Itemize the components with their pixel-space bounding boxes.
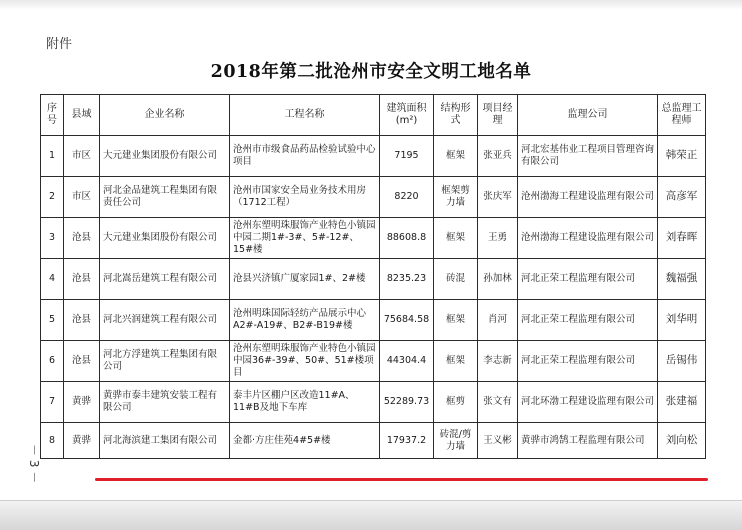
cell-chief-supervisor: 魏福强 bbox=[658, 259, 706, 300]
cell-supervisor-company: 河北正荣工程监理有限公司 bbox=[518, 259, 658, 300]
table-row bbox=[41, 218, 706, 259]
table-row bbox=[41, 136, 706, 177]
cell-seq: 7 bbox=[41, 382, 64, 423]
table-row bbox=[41, 382, 706, 423]
cell-manager: 肖河 bbox=[478, 300, 518, 341]
cell-county: 黄骅 bbox=[64, 382, 100, 423]
cell-manager: 李志新 bbox=[478, 341, 518, 382]
cell-chief-supervisor: 刘向松 bbox=[658, 423, 706, 459]
scan-edge-top bbox=[0, 0, 742, 10]
construction-site-table bbox=[40, 94, 706, 459]
cell-company: 河北兴润建筑工程有限公司 bbox=[100, 300, 230, 341]
page-number: － 3 － bbox=[27, 444, 41, 484]
cell-chief-supervisor: 刘华明 bbox=[658, 300, 706, 341]
cell-area: 8220 bbox=[380, 177, 434, 218]
header-company: 企业名称 bbox=[100, 95, 230, 136]
red-highlight-underline bbox=[95, 478, 708, 481]
cell-supervisor-company: 沧州渤海工程建设监理有限公司 bbox=[518, 218, 658, 259]
scan-edge-bottom bbox=[0, 500, 742, 530]
cell-company: 河北海滨建工集团有限公司 bbox=[100, 423, 230, 459]
header-project: 工程名称 bbox=[230, 95, 380, 136]
cell-chief-supervisor: 岳锡伟 bbox=[658, 341, 706, 382]
cell-manager: 王勇 bbox=[478, 218, 518, 259]
cell-project: 泰丰片区棚户区改造11#A、11#B及地下车库 bbox=[230, 382, 380, 423]
cell-area: 75684.58 bbox=[380, 300, 434, 341]
header-manager: 项目经理 bbox=[478, 95, 518, 136]
cell-manager: 王义彬 bbox=[478, 423, 518, 459]
cell-company: 河北嵩岳建筑工程有限公司 bbox=[100, 259, 230, 300]
cell-county: 沧县 bbox=[64, 218, 100, 259]
header-supervisor-company: 监理公司 bbox=[518, 95, 658, 136]
cell-county: 沧县 bbox=[64, 259, 100, 300]
cell-project: 沧州市国家安全局业务技术用房（1712工程） bbox=[230, 177, 380, 218]
cell-seq: 3 bbox=[41, 218, 64, 259]
cell-seq: 8 bbox=[41, 423, 64, 459]
header-county: 县域 bbox=[64, 95, 100, 136]
table-row bbox=[41, 341, 706, 382]
cell-project: 沧州明珠国际轻纺产品展示中心A2#-A19#、B2#-B19#楼 bbox=[230, 300, 380, 341]
cell-manager: 张文有 bbox=[478, 382, 518, 423]
cell-chief-supervisor: 高彦军 bbox=[658, 177, 706, 218]
cell-structure: 框剪 bbox=[434, 382, 478, 423]
cell-structure: 框架 bbox=[434, 341, 478, 382]
cell-company: 河北金品建筑工程集团有限责任公司 bbox=[100, 177, 230, 218]
cell-company: 黄骅市泰丰建筑安装工程有限公司 bbox=[100, 382, 230, 423]
table-row bbox=[41, 423, 706, 459]
header-seq: 序号 bbox=[41, 95, 64, 136]
table-header-row bbox=[41, 95, 706, 136]
cell-area: 52289.73 bbox=[380, 382, 434, 423]
header-chief-supervisor: 总监理工程师 bbox=[658, 95, 706, 136]
header-structure: 结构形式 bbox=[434, 95, 478, 136]
cell-supervisor-company: 河北环渤工程建设监理有限公司 bbox=[518, 382, 658, 423]
cell-chief-supervisor: 韩荣正 bbox=[658, 136, 706, 177]
cell-chief-supervisor: 张建福 bbox=[658, 382, 706, 423]
cell-supervisor-company: 河北正荣工程监理有限公司 bbox=[518, 341, 658, 382]
cell-project: 金都·方庄佳苑4#5#楼 bbox=[230, 423, 380, 459]
cell-county: 黄骅 bbox=[64, 423, 100, 459]
cell-project: 沧州市市级食品药品检验试验中心项目 bbox=[230, 136, 380, 177]
cell-manager: 张亚兵 bbox=[478, 136, 518, 177]
cell-manager: 孙加林 bbox=[478, 259, 518, 300]
cell-county: 沧县 bbox=[64, 341, 100, 382]
cell-seq: 4 bbox=[41, 259, 64, 300]
attachment-label: 附件 bbox=[46, 37, 73, 52]
table-row bbox=[41, 300, 706, 341]
cell-area: 17937.2 bbox=[380, 423, 434, 459]
cell-chief-supervisor: 刘春晖 bbox=[658, 218, 706, 259]
cell-company: 大元建业集团股份有限公司 bbox=[100, 218, 230, 259]
cell-seq: 1 bbox=[41, 136, 64, 177]
header-area: 建筑面积(m²) bbox=[380, 95, 434, 136]
cell-seq: 5 bbox=[41, 300, 64, 341]
table-row bbox=[41, 259, 706, 300]
cell-structure: 砖混/剪力墙 bbox=[434, 423, 478, 459]
cell-supervisor-company: 沧州渤海工程建设监理有限公司 bbox=[518, 177, 658, 218]
cell-manager: 张庆军 bbox=[478, 177, 518, 218]
cell-county: 市区 bbox=[64, 136, 100, 177]
cell-supervisor-company: 黄骅市鸿鹄工程监理有限公司 bbox=[518, 423, 658, 459]
cell-structure: 砖混 bbox=[434, 259, 478, 300]
cell-project: 沧州东塑明珠服饰产业特色小镇园中园二期1#-3#、5#-12#、15#楼 bbox=[230, 218, 380, 259]
cell-supervisor-company: 河北宏基伟业工程项目管理咨询有限公司 bbox=[518, 136, 658, 177]
cell-company: 河北方浮建筑工程集团有限公司 bbox=[100, 341, 230, 382]
cell-area: 88608.8 bbox=[380, 218, 434, 259]
cell-county: 市区 bbox=[64, 177, 100, 218]
cell-area: 8235.23 bbox=[380, 259, 434, 300]
cell-project: 沧州东塑明珠服饰产业特色小镇园中园36#-39#、50#、51#楼项目 bbox=[230, 341, 380, 382]
cell-county: 沧县 bbox=[64, 300, 100, 341]
cell-company: 大元建业集团股份有限公司 bbox=[100, 136, 230, 177]
cell-seq: 2 bbox=[41, 177, 64, 218]
cell-structure: 框架 bbox=[434, 300, 478, 341]
cell-structure: 框架 bbox=[434, 136, 478, 177]
cell-seq: 6 bbox=[41, 341, 64, 382]
cell-project: 沧县兴济镇广厦家园1#、2#楼 bbox=[230, 259, 380, 300]
cell-area: 44304.4 bbox=[380, 341, 434, 382]
cell-area: 7195 bbox=[380, 136, 434, 177]
table-row bbox=[41, 177, 706, 218]
cell-structure: 框架剪力墙 bbox=[434, 177, 478, 218]
cell-structure: 框架 bbox=[434, 218, 478, 259]
cell-supervisor-company: 河北正荣工程监理有限公司 bbox=[518, 300, 658, 341]
page-title: 2018年第二批沧州市安全文明工地名单 bbox=[210, 62, 532, 82]
